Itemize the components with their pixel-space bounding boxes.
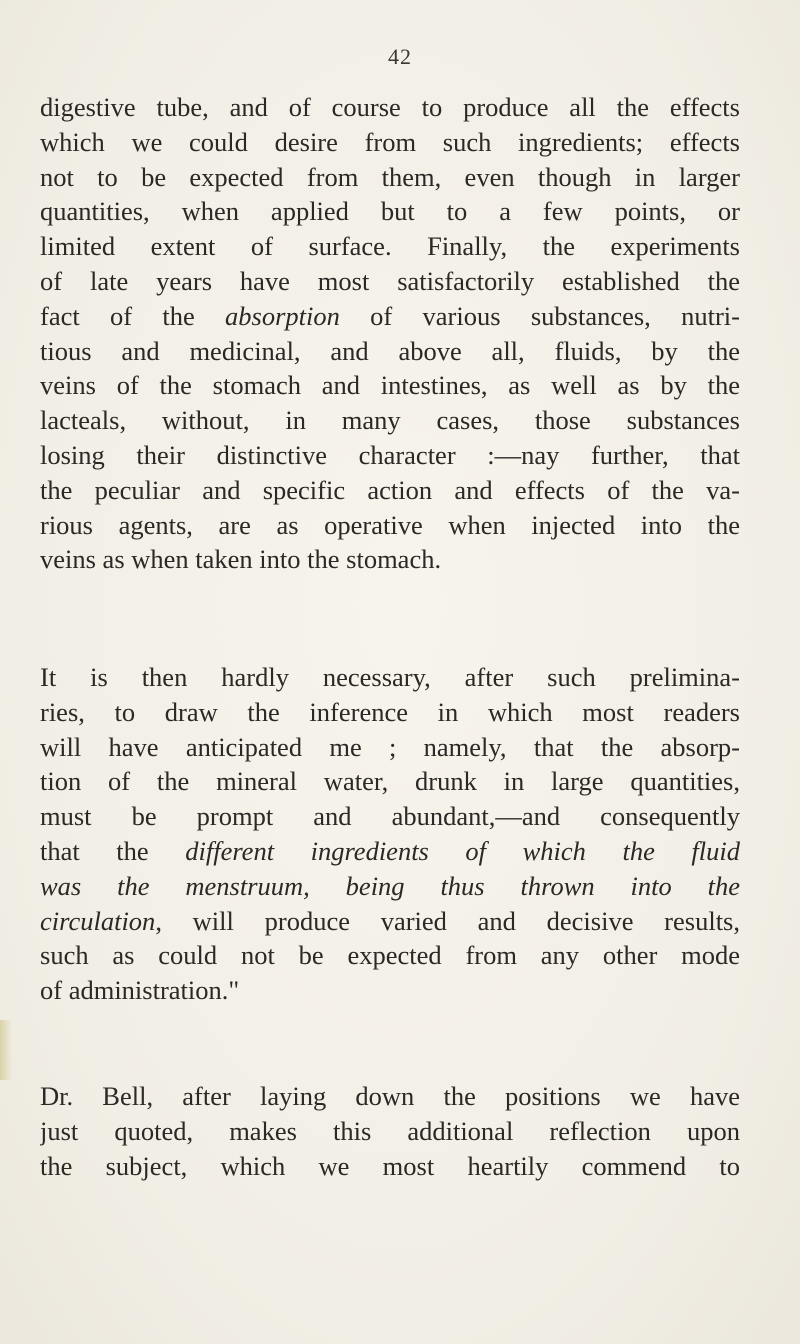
text-line: losing their distinctive character :—nay further, that xyxy=(40,439,740,470)
text-line: tion of the mineral water, drunk in large quantities, xyxy=(40,766,740,797)
page-stain xyxy=(0,1020,12,1080)
text-line: lacteals, without, in many cases, those substances xyxy=(40,405,740,436)
text-line: of late years have most satisfactorily established the xyxy=(40,265,740,296)
text-line: circulation, will produce varied and decisive results, xyxy=(40,905,740,936)
text-line: ries, to draw the inference in which most readers xyxy=(40,696,740,727)
text-line: It is then hardly necessary, after such prelimina- xyxy=(40,662,740,692)
text-line: the subject, which we most heartily commend to xyxy=(40,1150,740,1181)
text-line: veins as when taken into the stomach. xyxy=(40,544,442,575)
text-line: that the different ingredients of which the fluid xyxy=(40,835,740,866)
text-line: veins of the stomach and intestines, as well as by the xyxy=(40,370,740,401)
text-line: limited extent of surface. Finally, the experiments xyxy=(40,231,740,262)
text-line: must be prompt and abundant,—and consequently xyxy=(40,801,740,832)
text-line: the peculiar and specific action and effects of the va- xyxy=(40,474,740,505)
page-number: 42 xyxy=(388,44,412,69)
text-line: rious agents, are as operative when injected into the xyxy=(40,509,740,540)
paragraph-1 xyxy=(40,90,740,577)
text-line: of administration." xyxy=(40,975,240,1006)
text-line: just quoted, makes this additional reflection upon xyxy=(40,1115,740,1146)
text-line: which we could desire from such ingredients; effects xyxy=(40,126,740,157)
text-line: such as could not be expected from any other mode xyxy=(40,940,740,971)
text-line: Dr. Bell, after laying down the positions we have xyxy=(40,1081,740,1111)
text-line: quantities, when applied but to a few points, or xyxy=(40,196,740,227)
text-line: will have anticipated me ; namely, that the absorp- xyxy=(40,731,740,762)
text-line: digestive tube, and of course to produce all the effects xyxy=(40,92,740,122)
paragraph-2 xyxy=(40,660,740,1008)
text-line: was the menstruum, being thus thrown into the xyxy=(40,870,740,901)
text-line: fact of the absorption of various substances, nutri- xyxy=(40,300,740,331)
paragraph-3 xyxy=(40,1079,740,1183)
text-line: tious and medicinal, and above all, fluids, by the xyxy=(40,335,740,366)
text-line: not to be expected from them, even though in larger xyxy=(40,161,740,192)
